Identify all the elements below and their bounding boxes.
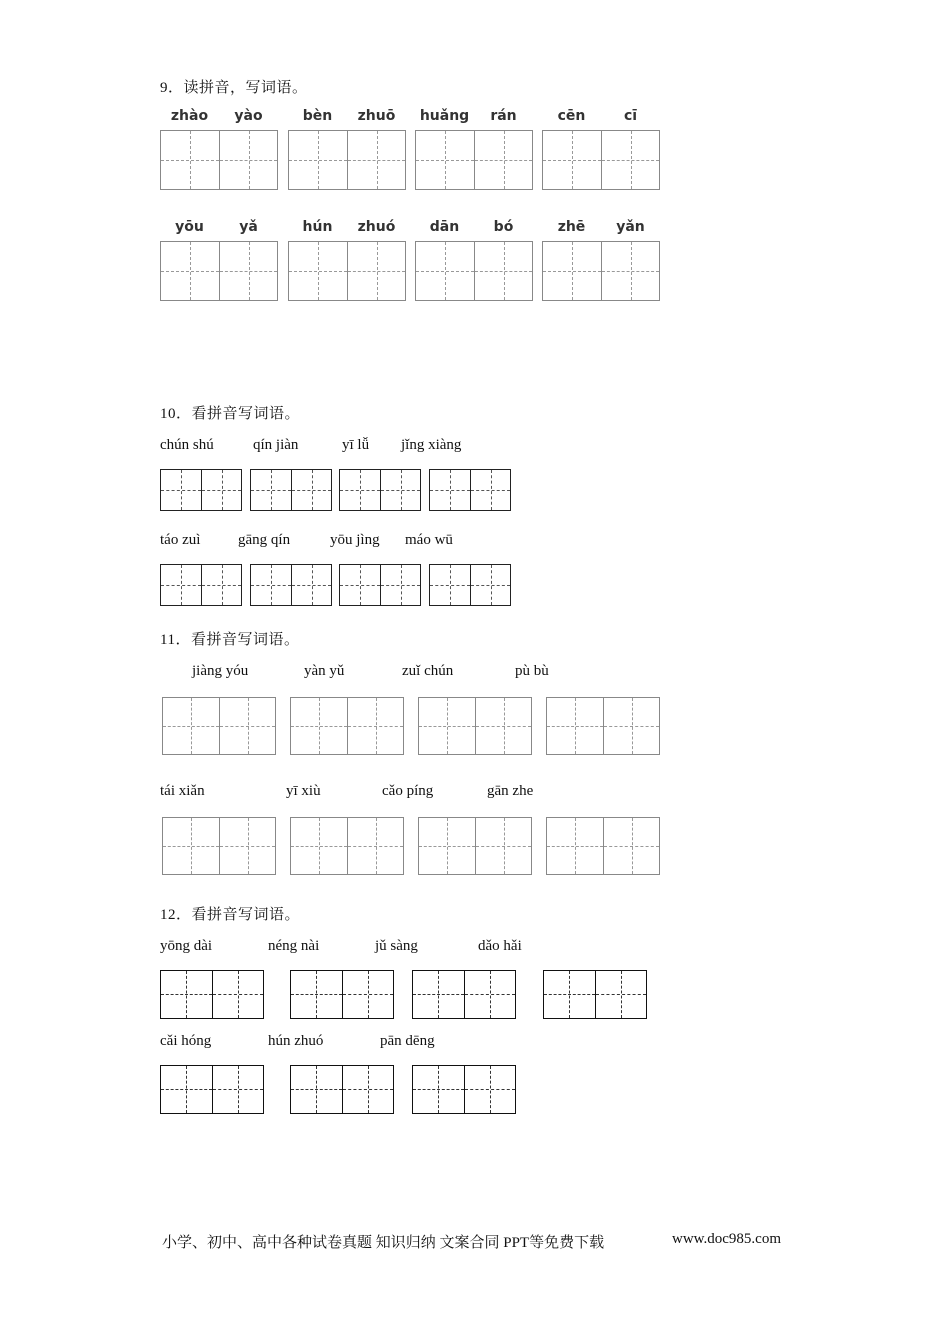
writing-cell [340,565,380,605]
q11-title: 11．看拼音写词语。 [160,632,300,648]
pinyin-label: yī lǚ [342,437,370,453]
writing-cell [547,818,603,874]
writing-cell [430,565,470,605]
writing-cell [291,470,331,510]
writing-cell [347,242,405,300]
pinyin-label: cī [623,108,638,124]
pinyin-label: pān dēng [380,1033,435,1049]
writing-cell [470,565,510,605]
writing-grid[interactable] [546,817,660,875]
writing-cell [291,565,331,605]
pinyin-label: chún shú [160,437,214,453]
writing-cell [251,470,291,510]
writing-cell [544,971,595,1018]
writing-cell [161,971,212,1018]
writing-cell [547,698,603,754]
writing-grid[interactable] [415,130,533,190]
pinyin-label: zhuó [357,219,396,235]
pinyin-label: jǐng xiàng [401,437,462,453]
pinyin-label: jiàng yóu [192,663,249,679]
writing-grid[interactable] [543,970,647,1019]
writing-grid[interactable] [160,130,278,190]
writing-cell [342,971,393,1018]
writing-grid[interactable] [162,817,276,875]
writing-cell [291,1066,342,1113]
writing-grid[interactable] [418,817,532,875]
writing-cell [601,242,659,300]
pinyin-label: táo zuì [160,532,201,548]
writing-cell [163,698,219,754]
writing-cell [474,242,532,300]
writing-cell [603,698,659,754]
writing-cell [413,1066,464,1113]
pinyin-label: yào [234,108,263,124]
writing-cell [380,470,420,510]
writing-grid[interactable] [339,469,421,511]
q12-title: 12．看拼音写词语。 [160,907,301,923]
writing-cell [291,818,347,874]
writing-cell [212,1066,263,1113]
writing-cell [430,470,470,510]
writing-grid[interactable] [250,564,332,606]
writing-grid[interactable] [160,970,264,1019]
pinyin-label: tái xiǎn [160,783,205,799]
writing-grid[interactable] [546,697,660,755]
writing-cell [543,242,601,300]
pinyin-label: gāng qín [238,532,291,548]
writing-cell [464,1066,515,1113]
pinyin-label: cǎi hóng [160,1033,212,1049]
footer-text: 小学、初中、高中各种试卷真题 知识归纳 文案合同 PPT等免费下载 [162,1235,605,1251]
pinyin-label: bèn [302,108,333,124]
writing-cell [603,818,659,874]
pinyin-label: rán [490,108,517,124]
writing-cell [340,470,380,510]
writing-cell [347,818,403,874]
pinyin-label: jǔ sàng [375,938,418,954]
writing-cell [380,565,420,605]
writing-cell [419,698,475,754]
pinyin-label: yōu jìng [330,532,380,548]
writing-grid[interactable] [542,130,660,190]
pinyin-label: yàn yǔ [304,663,345,679]
q10-title: 10．看拼音写词语。 [160,406,301,422]
pinyin-label: hún zhuó [268,1033,324,1049]
writing-grid[interactable] [288,241,406,301]
writing-cell [161,131,219,189]
pinyin-label: zhē [557,219,586,235]
pinyin-label: yōng dài [160,938,213,954]
writing-cell [342,1066,393,1113]
writing-cell [416,242,474,300]
writing-cell [201,565,241,605]
writing-grid[interactable] [160,469,242,511]
writing-cell [251,565,291,605]
pinyin-label: zhào [170,108,209,124]
writing-grid[interactable] [160,564,242,606]
writing-cell [161,1066,212,1113]
writing-grid[interactable] [290,1065,394,1114]
writing-grid[interactable] [415,241,533,301]
writing-grid[interactable] [160,241,278,301]
writing-grid[interactable] [429,564,511,606]
writing-grid[interactable] [290,697,404,755]
pinyin-label: qín jiàn [253,437,299,453]
writing-cell [163,818,219,874]
writing-cell [470,470,510,510]
pinyin-label: yǎ [239,219,258,235]
writing-grid[interactable] [290,817,404,875]
writing-cell [347,698,403,754]
writing-cell [601,131,659,189]
writing-grid[interactable] [418,697,532,755]
writing-cell [291,971,342,1018]
writing-grid[interactable] [412,970,516,1019]
writing-cell [464,971,515,1018]
writing-cell [291,698,347,754]
writing-grid[interactable] [290,970,394,1019]
pinyin-label: yōu [175,219,204,235]
writing-grid[interactable] [412,1065,516,1114]
writing-grid[interactable] [162,697,276,755]
pinyin-label: bó [493,219,514,235]
writing-cell [289,242,347,300]
writing-grid[interactable] [339,564,421,606]
writing-grid[interactable] [542,241,660,301]
pinyin-label: cēn [557,108,586,124]
writing-cell [347,131,405,189]
writing-cell [419,818,475,874]
writing-cell [474,131,532,189]
pinyin-label: néng nài [268,938,320,954]
writing-cell [416,131,474,189]
writing-grid[interactable] [250,469,332,511]
writing-cell [201,470,241,510]
pinyin-label: yǎn [616,219,645,235]
pinyin-label: pù bù [515,663,549,679]
writing-cell [161,242,219,300]
pinyin-label: máo wū [405,532,453,548]
writing-cell [289,131,347,189]
writing-cell [475,818,531,874]
writing-cell [161,470,201,510]
pinyin-label: yī xiù [286,783,321,799]
pinyin-label: huǎng [419,108,470,124]
writing-cell [219,698,275,754]
footer-url[interactable]: www.doc985.com [672,1231,782,1247]
writing-cell [161,565,201,605]
writing-grid[interactable] [288,130,406,190]
writing-cell [475,698,531,754]
pinyin-label: hún [302,219,333,235]
writing-cell [543,131,601,189]
writing-cell [595,971,646,1018]
writing-cell [219,242,277,300]
pinyin-label: zuǐ chún [402,663,454,679]
writing-cell [413,971,464,1018]
writing-grid[interactable] [429,469,511,511]
pinyin-label: dǎo hǎi [478,938,522,954]
pinyin-label: gān zhe [487,783,534,799]
q9-title: 9．读拼音，写词语。 [160,80,308,96]
pinyin-label: zhuō [357,108,396,124]
writing-cell [219,818,275,874]
writing-cell [212,971,263,1018]
writing-cell [219,131,277,189]
writing-grid[interactable] [160,1065,264,1114]
pinyin-label: cǎo píng [382,783,434,799]
pinyin-label: dān [429,219,460,235]
